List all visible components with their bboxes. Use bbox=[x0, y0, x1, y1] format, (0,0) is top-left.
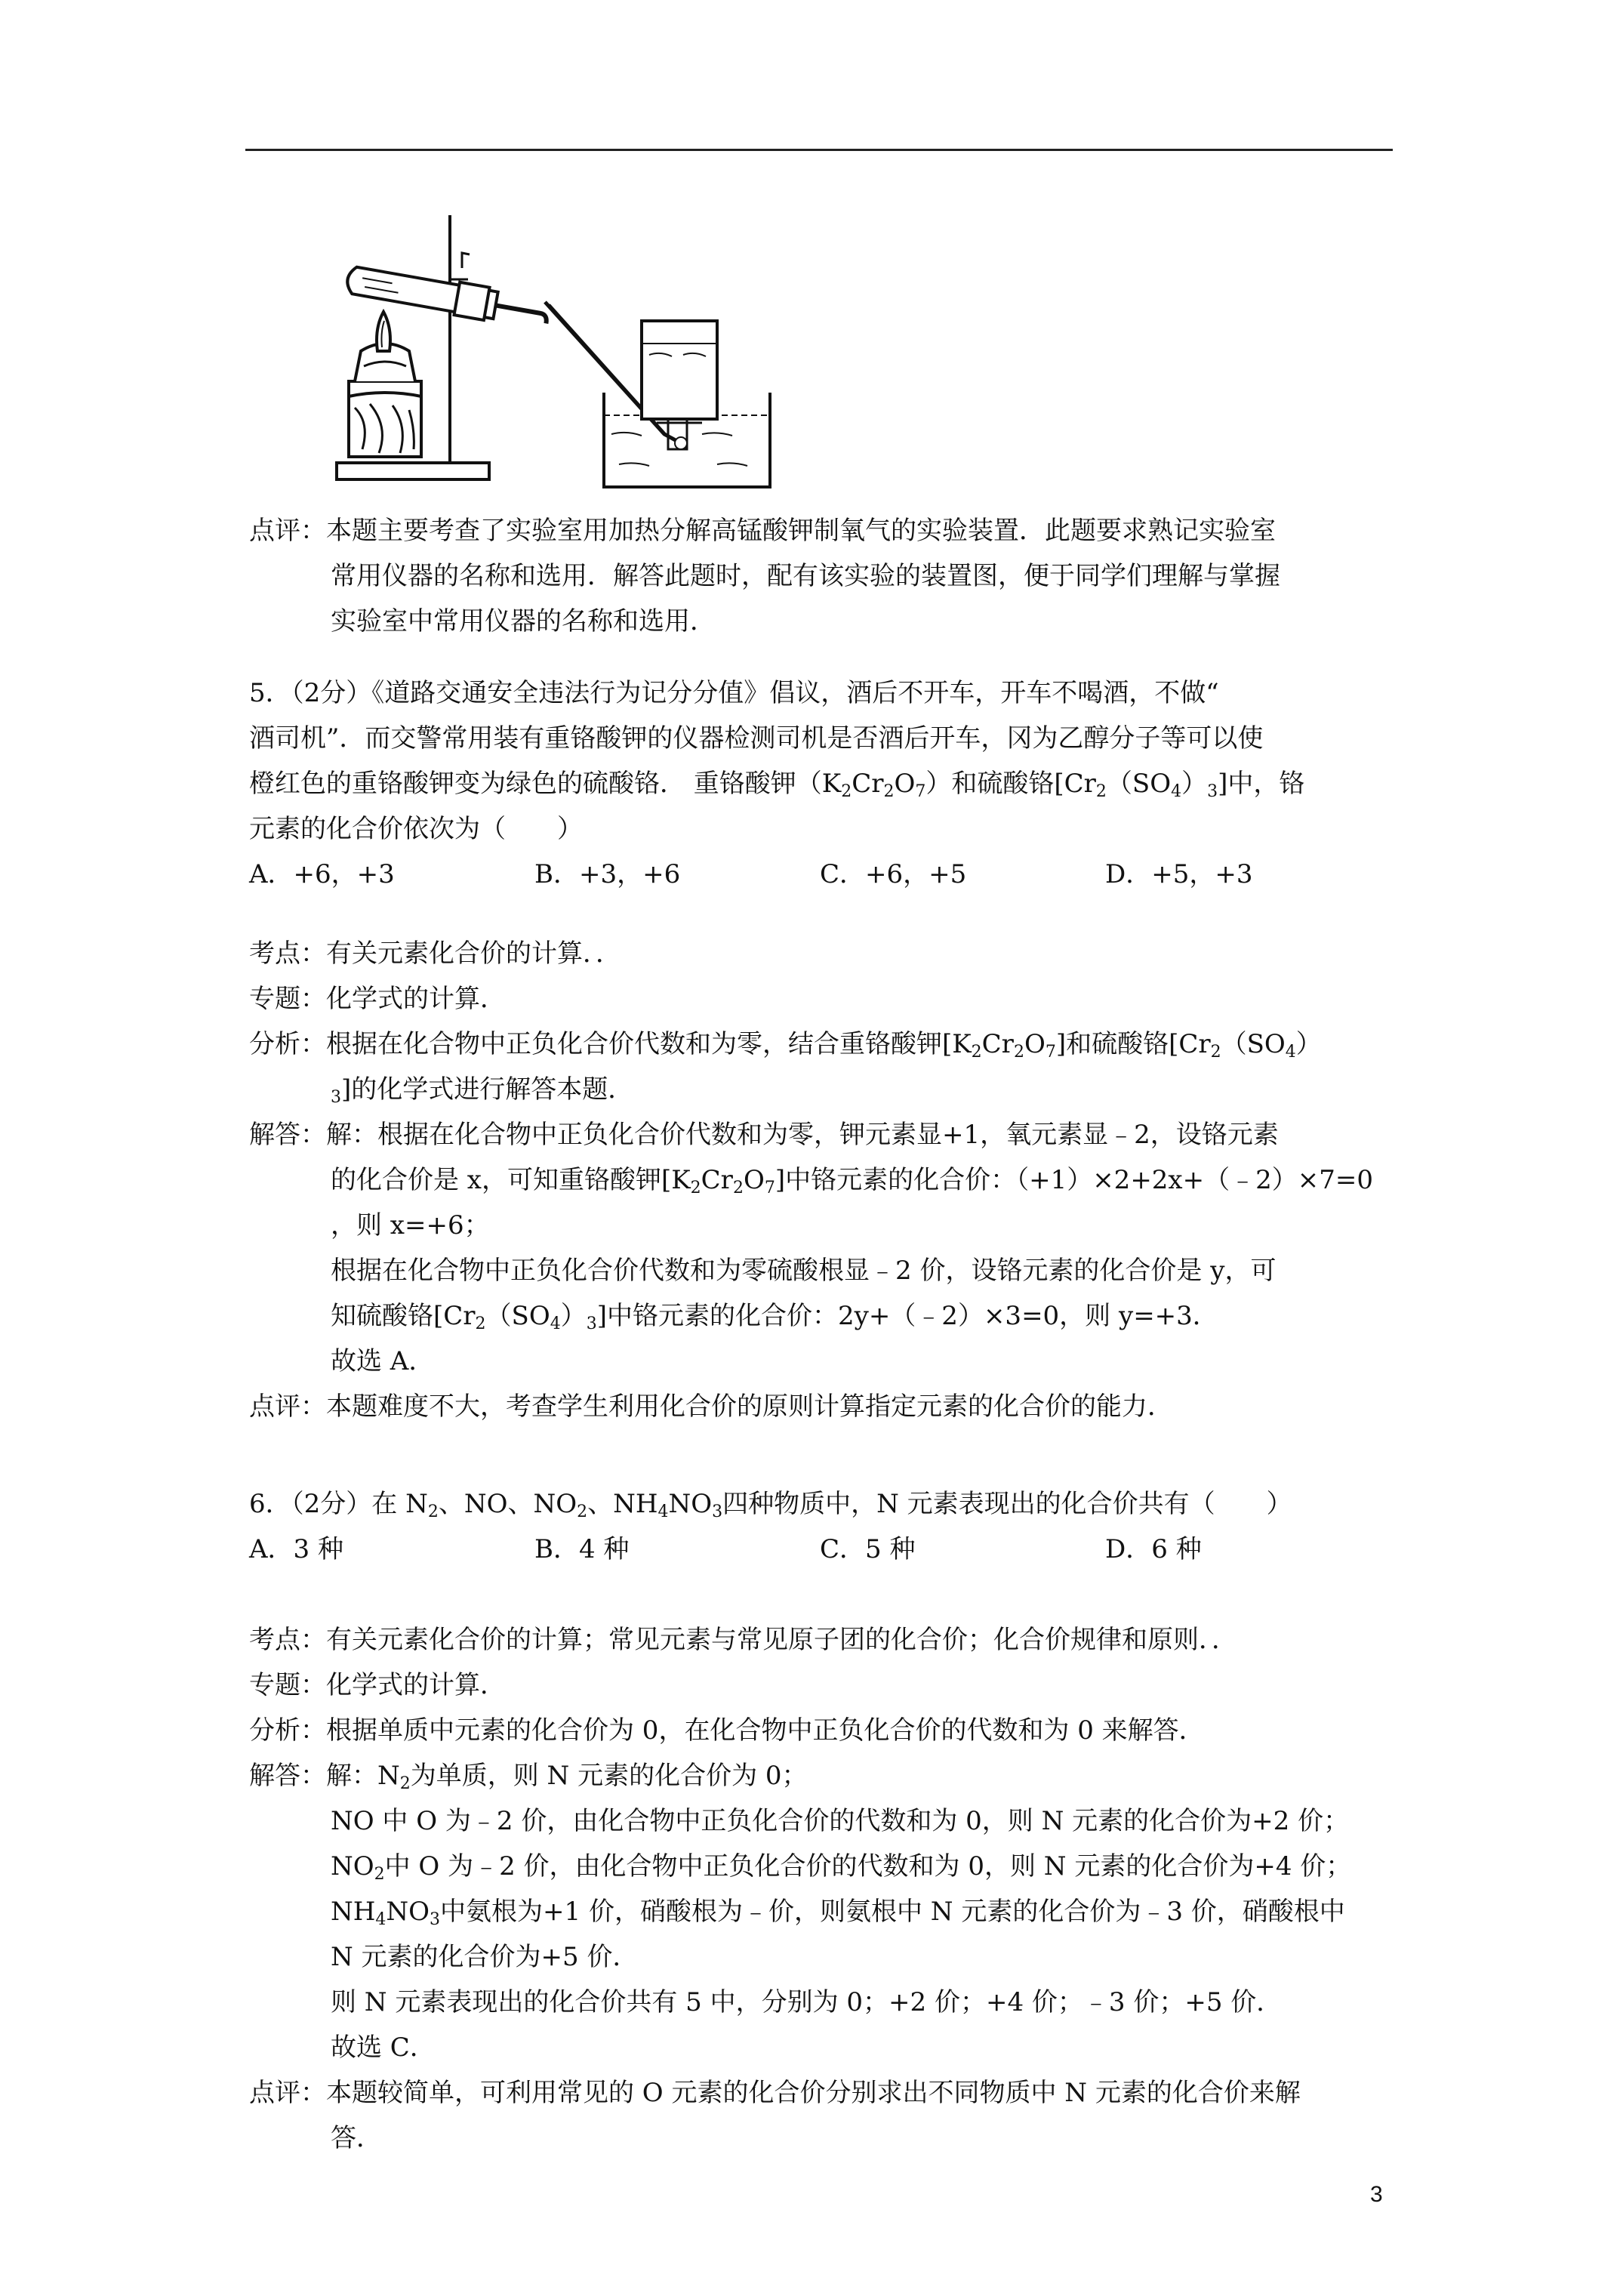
q5-solution bbox=[249, 931, 1397, 1429]
q5-jieda-line: 故选 A． bbox=[331, 1346, 435, 1376]
apparatus-figure bbox=[325, 208, 778, 498]
q5-fenxi: 分析：根据在化合物中正负化合价代数和为零，结合重铬酸钾$[K_2Cr_2O_7]$和硫酸铬[$Cr_2(SO_4)$ bbox=[249, 1029, 1322, 1062]
page-number: 3 bbox=[1370, 2182, 1383, 2207]
q6-options bbox=[249, 1527, 1397, 1572]
q6-fenxi: 分析：根据单质中元素的化合价为 0，在化合物中正负化合价的代数和为 0 来解答． bbox=[249, 1715, 1205, 1746]
q5-jieda-line: 知硫酸铬$[Cr_2(SO_4)_3]$中铬元素的化合价：2y+（﹣2）×3=0，则 y=+3． bbox=[331, 1301, 1218, 1333]
q5-dianping: 点评：本题难度不大，考查学生利用化合价的原则计算指定元素的化合价的能力． bbox=[249, 1391, 1173, 1422]
q5-stem-line: 5．（2分）《道路交通安全违法行为记分分值》倡议，酒后不开车，开车不喝酒，不做“ bbox=[249, 678, 1219, 708]
q6-zhuanti: 专题：化学式的计算． bbox=[249, 1670, 506, 1700]
q6-solution bbox=[249, 1617, 1397, 2161]
option-c: C．+6，+5 bbox=[820, 859, 967, 889]
q5-options bbox=[249, 852, 1397, 897]
option-a: A．+6，+3 bbox=[249, 859, 395, 889]
q6-jieda-line: N 元素的化合价为+5 价． bbox=[331, 1942, 639, 1972]
q5-jieda-line: 的化合价是 x，可知重铬酸钾$[K_2Cr_2O_7]$中铬元素的化合价：（+1）×2+2x+（﹣2）×7=0 bbox=[331, 1165, 1373, 1197]
q6-kaodian: 考点：有关元素化合价的计算；常见元素与常见原子团的化合价；化合价规律和原则．． bbox=[249, 1625, 1237, 1655]
q5-zhuanti: 专题：化学式的计算． bbox=[249, 984, 506, 1014]
q5-stem-line: 酒司机”．而交警常用装有重铬酸钾的仪器检测司机是否酒后开车，冈为乙醇分子等可以使 bbox=[249, 723, 1264, 754]
question-5 bbox=[249, 670, 1397, 897]
option-d: D．6 种 bbox=[1105, 1534, 1202, 1564]
q6-jieda-line: $NO_2$中 O 为﹣2 价，由化合物中正负化合价的代数和为 0，则 N 元素的化合价为+4 价； bbox=[331, 1851, 1352, 1884]
q5-stem-line: 橙红色的重铬酸钾变为绿色的硫酸铬． 重铬酸钾$(K_2Cr_2O_7)$和硫酸铬$[Cr_2(SO_4)_3]$中，铬 bbox=[249, 769, 1305, 801]
option-b: B．+3，+6 bbox=[534, 859, 681, 889]
q6-jieda: 解答：解：$N_2$为单质，则 N 元素的化合价为 0； bbox=[249, 1761, 808, 1793]
review-text-line: 本题主要考查了实验室用加热分解高锰酸钾制氧气的实验装置．此题要求熟记实验室 bbox=[326, 516, 1276, 546]
q5-jieda-line: ，则 x=+6； bbox=[331, 1210, 490, 1240]
review-text-line: 常用仪器的名称和选用．解答此题时，配有该实验的装置图，便于同学们理解与掌握 bbox=[331, 561, 1280, 591]
q6-dianping-line: 答． bbox=[331, 2123, 382, 2153]
header-rule bbox=[245, 149, 1393, 151]
review-label: 点评： bbox=[249, 516, 326, 546]
q5-stem-line: 元素的化合价依次为（ ） bbox=[249, 814, 583, 844]
option-d: D．+5，+3 bbox=[1105, 859, 1253, 889]
q6-jieda-line: 则 N 元素表现出的化合价共有 5 中，分别为 0；+2 价；+4 价；﹣3 价；+5 价． bbox=[331, 1987, 1283, 2017]
q5-kaodian: 考点：有关元素化合价的计算．． bbox=[249, 938, 621, 969]
q5-jieda: 解答：解：根据在化合物中正负化合价代数和为零，钾元素显+1，氧元素显﹣2，设铬元素 bbox=[249, 1120, 1279, 1150]
q5-fenxi-cont: $_3$]的化学式进行解答本题． bbox=[331, 1074, 634, 1107]
q6-jieda-line: 故选 C． bbox=[331, 2032, 436, 2063]
q6-dianping: 点评：本题较简单，可利用常见的 O 元素的化合价分别求出不同物质中 N 元素的化合价来解 bbox=[249, 2078, 1301, 2108]
option-b: B．4 种 bbox=[534, 1534, 630, 1564]
option-c: C．5 种 bbox=[820, 1534, 916, 1564]
option-a: A．3 种 bbox=[249, 1534, 343, 1564]
q6-stem-line: 6．（2分）在 $N_2$、NO、$NO_2$、$NH_4NO_3$四种物质中，N 元素表现出的化合价共有（ ） bbox=[249, 1489, 1292, 1521]
review-text-line: 实验室中常用仪器的名称和选用． bbox=[331, 606, 716, 636]
q6-jieda-line: NO 中 O 为﹣2 价，由化合物中正负化合价的代数和为 0，则 N 元素的化合价为+2 价； bbox=[331, 1806, 1350, 1836]
question-6 bbox=[249, 1481, 1397, 1572]
q5-jieda-line: 根据在化合物中正负化合价代数和为零硫酸根显﹣2 价，设铬元素的化合价是 y，可 bbox=[331, 1256, 1277, 1286]
review-top bbox=[249, 508, 1397, 644]
q6-jieda-line: $NH_4NO_3$中氨根为+1 价，硝酸根为﹣价，则氨根中 N 元素的化合价为﹣3 价，硝酸根中 bbox=[331, 1897, 1345, 1929]
